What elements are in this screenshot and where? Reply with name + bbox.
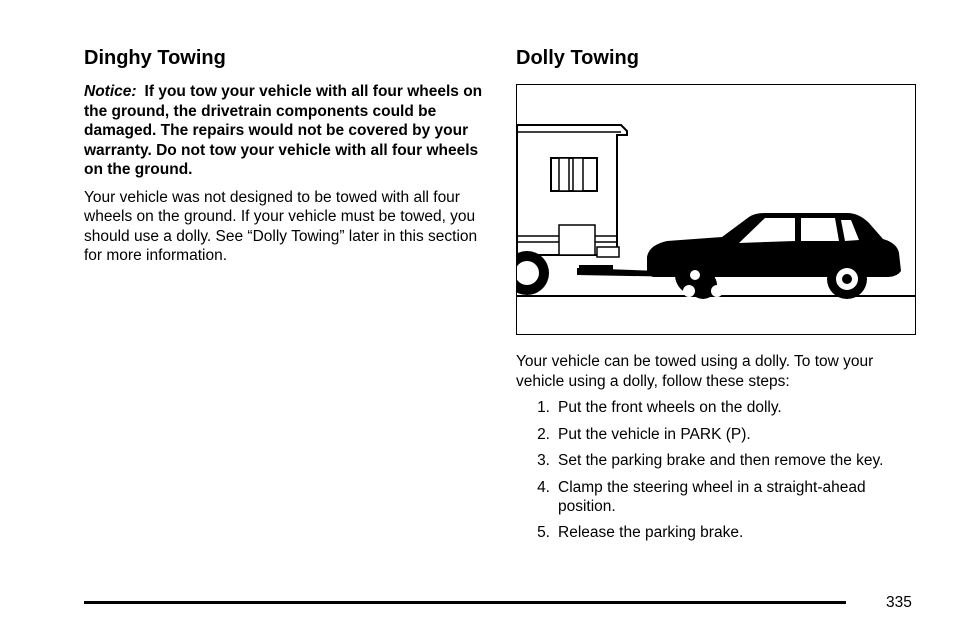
- dolly-intro-paragraph: Your vehicle can be towed using a dolly. To tow your vehicle using a dolly, follow these steps:: [516, 353, 874, 390]
- step-number: 2.: [537, 425, 550, 443]
- list-item: [516, 523, 921, 542]
- list-item: [516, 425, 921, 444]
- dolly-towing-illustration: [516, 84, 916, 335]
- step-number: 5.: [537, 524, 550, 541]
- step-text: Put the front wheels on the dolly.: [558, 399, 782, 416]
- dinghy-towing-heading: Dinghy Towing: [84, 47, 226, 69]
- dinghy-towing-section: [84, 44, 489, 266]
- notice-label: Notice:: [84, 83, 137, 100]
- step-text: Clamp the steering wheel in a straight-ahead position.: [558, 478, 866, 515]
- notice-text: If you tow your vehicle with all four wheels on the ground, the drivetrain components could be damaged. The repairs would not be covered by your warranty. Do not tow your vehicle with all four wheels on the ground.: [84, 83, 483, 178]
- step-text: Release the parking brake.: [558, 524, 744, 541]
- step-number: 4.: [537, 478, 550, 496]
- page-number: 335: [886, 594, 912, 611]
- dolly-towing-heading: Dolly Towing: [516, 47, 639, 69]
- dinghy-paragraph: Your vehicle was not designed to be towed with all four wheels on the ground. If your vehicle must be towed, you should use a dolly. See “Dolly Towing” later in this section for more information.: [84, 188, 478, 264]
- list-item: [516, 478, 921, 516]
- step-number: 3.: [537, 452, 550, 469]
- notice-block: [84, 82, 489, 180]
- footer-rule: [84, 601, 846, 604]
- step-number: 1.: [537, 399, 550, 416]
- dolly-towing-section: [516, 44, 921, 72]
- step-text: Put the vehicle in PARK (P).: [558, 425, 751, 443]
- list-item: [516, 398, 921, 417]
- step-text: Set the parking brake and then remove the key.: [558, 452, 884, 469]
- list-item: [516, 451, 921, 470]
- motorhome-towing-car-drawing: [517, 85, 916, 335]
- dolly-steps-list: [516, 398, 921, 550]
